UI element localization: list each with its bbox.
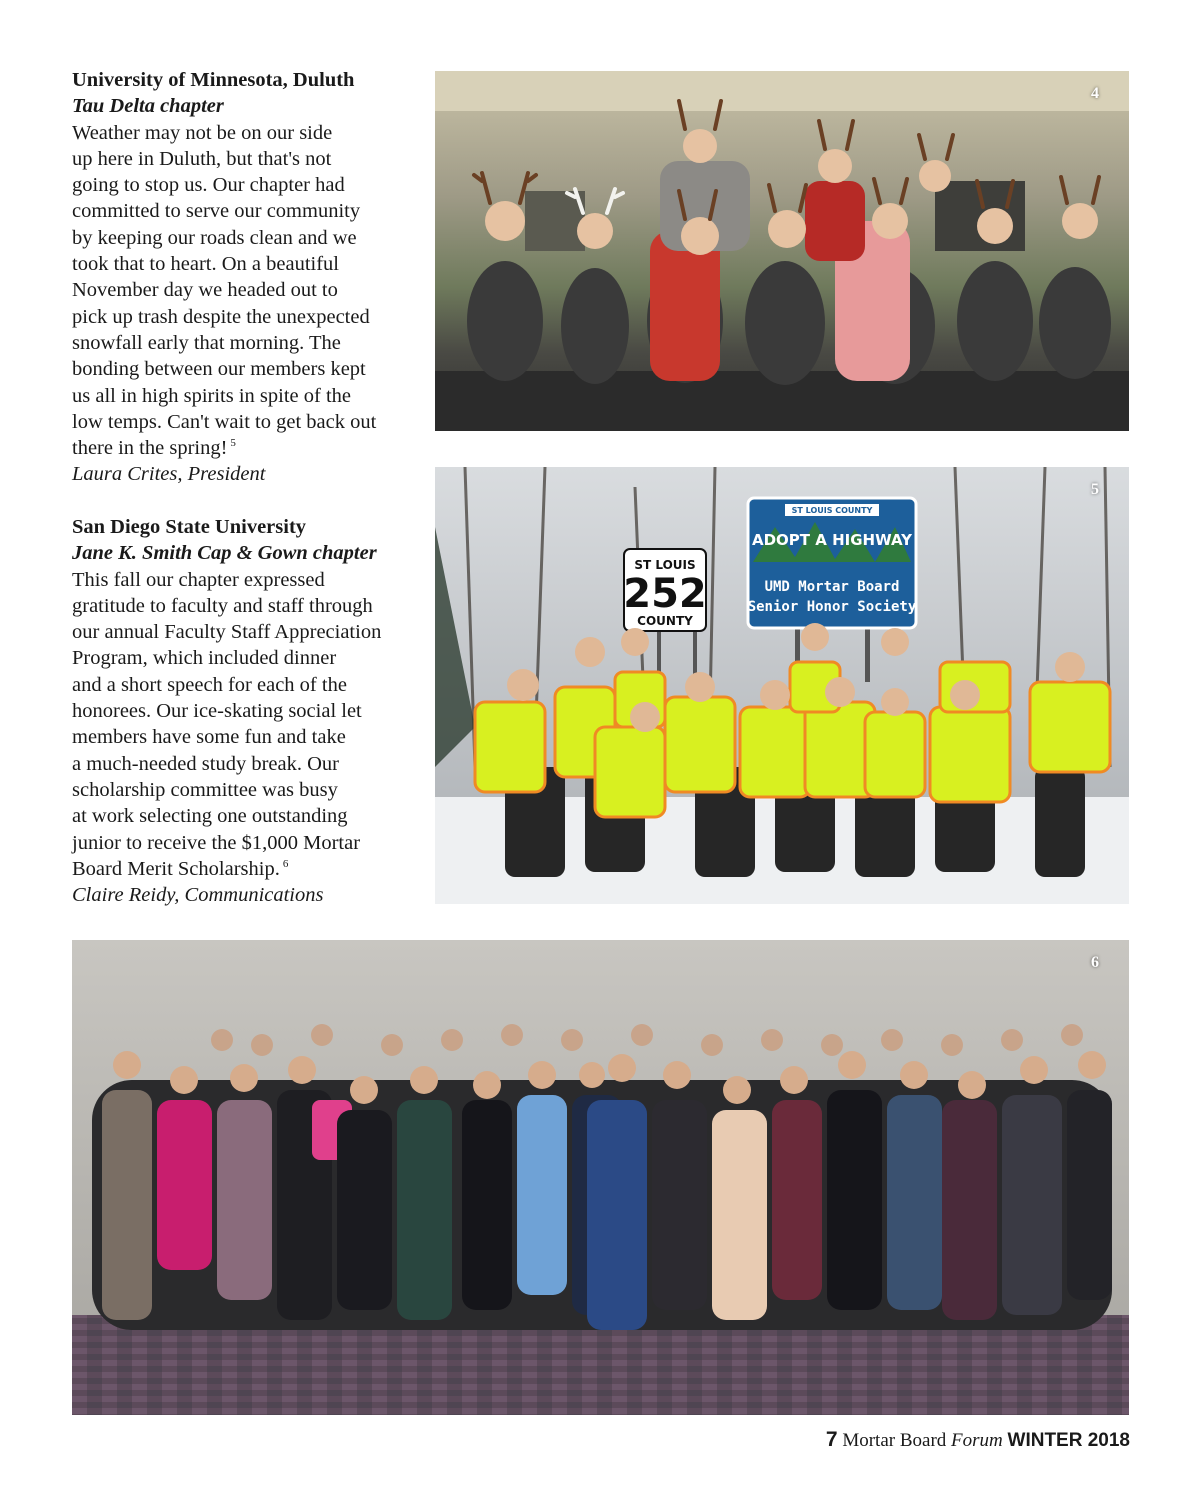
article-body <box>72 567 417 883</box>
issue-label: WINTER 2018 <box>1007 1430 1130 1451</box>
route-sign-number: 252 <box>623 571 707 617</box>
article-university: University of Minnesota, Duluth <box>72 69 355 91</box>
body-line: scholarship committee was busy <box>72 778 338 801</box>
footnote-ref: 6 <box>282 858 289 871</box>
body-line: Weather may not be on our side <box>72 121 333 144</box>
body-line: up here in Duluth, but that's not <box>72 147 332 170</box>
body-line: junior to receive the $1,000 Mortar <box>72 831 361 854</box>
article-byline: Claire Reidy, Communications <box>72 884 324 907</box>
photo-reindeer-group <box>435 71 1129 431</box>
photo-appreciation-illustration <box>72 940 1129 1415</box>
body-line: honorees. Our ice-skating social let <box>72 700 362 723</box>
body-line: committed to serve our community <box>72 200 361 223</box>
photo-appreciation-group <box>72 940 1129 1415</box>
body-line: and a short speech for each of the <box>72 673 347 696</box>
body-line: November day we headed out to <box>72 279 338 302</box>
route-sign-top: ST LOUIS <box>634 558 696 572</box>
page-footer <box>826 1428 1130 1452</box>
publication-title: Mortar Board <box>842 1430 947 1451</box>
photo-number: 4 <box>1091 85 1099 102</box>
photo-adopt-highway-group <box>435 467 1129 904</box>
body-line: there in the spring! <box>72 437 228 460</box>
adopt-sign-county: ST LOUIS COUNTY <box>791 506 873 515</box>
article-byline: Laura Crites, President <box>72 463 266 486</box>
body-line: took that to heart. On a beautiful <box>72 253 339 276</box>
body-line: at work selecting one outstanding <box>72 805 348 828</box>
footnote-ref: 5 <box>230 437 236 450</box>
article-chapter: Jane K. Smith Cap & Gown chapter <box>72 542 377 565</box>
photo-number: 5 <box>1091 481 1099 498</box>
adopt-sign-title: ADOPT A HIGHWAY <box>752 531 912 549</box>
route-sign-bottom: COUNTY <box>637 614 693 628</box>
photo-reindeer-illustration <box>435 71 1129 431</box>
body-line: This fall our chapter expressed <box>72 568 325 591</box>
article-san-diego-state <box>72 514 417 908</box>
body-line: members have some fun and take <box>72 726 346 749</box>
body-line: low temps. Can't wait to get back out <box>72 410 377 433</box>
body-line: us all in high spirits in spite of the <box>72 384 352 407</box>
body-line: going to stop us. Our chapter had <box>72 174 345 197</box>
body-line: Program, which included dinner <box>72 647 337 670</box>
adopt-sign-line2: Senior Honor Society <box>747 599 917 615</box>
body-line: our annual Faculty Staff Appreciation <box>72 621 382 644</box>
body-line: pick up trash despite the unexpected <box>72 305 370 328</box>
photo-number: 6 <box>1091 954 1099 971</box>
page-number: 7 <box>825 1428 838 1451</box>
article-chapter: Tau Delta chapter <box>72 95 224 118</box>
body-line: snowfall early that morning. The <box>72 331 341 354</box>
photo-adopt-highway-illustration <box>435 467 1129 904</box>
body-line: bonding between our members kept <box>72 358 366 381</box>
article-body <box>72 120 417 462</box>
article-umn-duluth <box>72 67 417 488</box>
body-line: Board Merit Scholarship. <box>72 857 280 880</box>
publication-name <box>842 1430 1002 1451</box>
article-university: San Diego State University <box>72 516 307 538</box>
body-line: by keeping our roads clean and we <box>72 226 357 249</box>
adopt-sign-line1: UMD Mortar Board <box>764 579 900 595</box>
body-line: a much-needed study break. Our <box>72 752 339 775</box>
publication-italic: Forum <box>951 1430 1003 1451</box>
body-line: gratitude to faculty and staff through <box>72 594 373 617</box>
